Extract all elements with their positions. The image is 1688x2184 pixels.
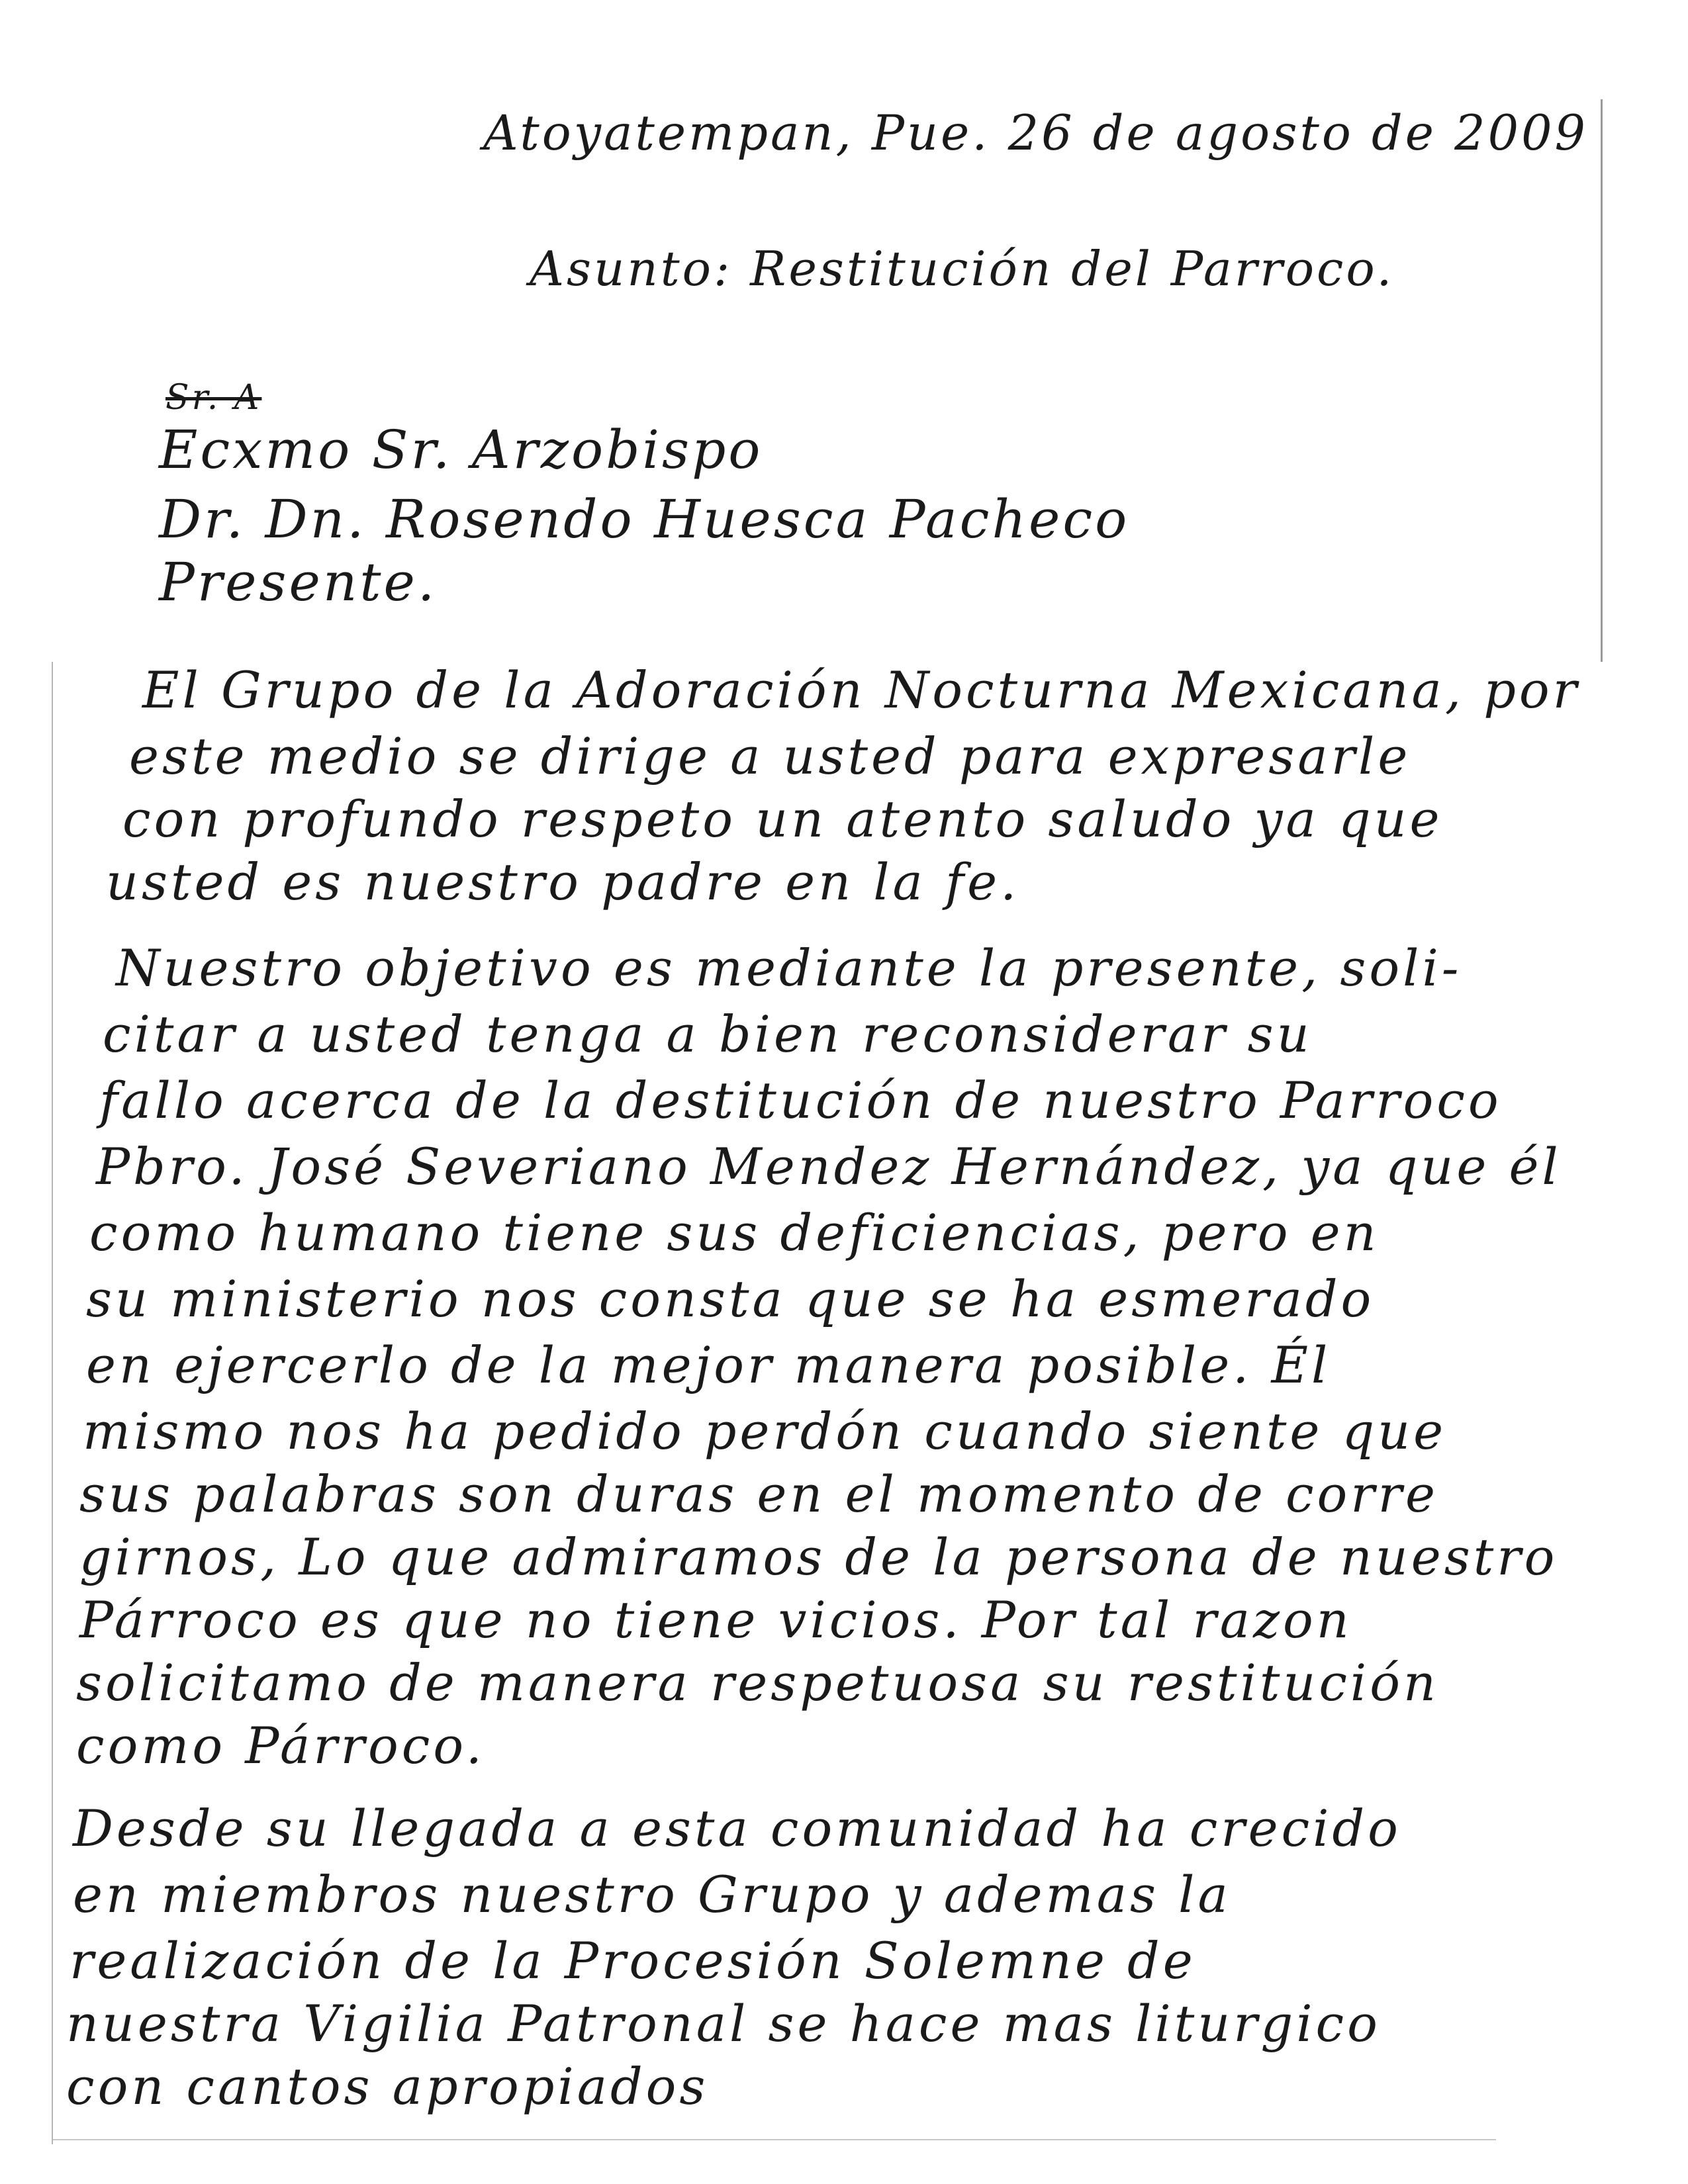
body-line: este medio se dirige a usted para expresarle [129,727,1411,786]
body-line: fallo acerca de la destitución de nuestro Parroco [99,1071,1502,1130]
body-line: Párroco es que no tiene vicios. Por tal razon [79,1590,1352,1649]
body-line: con cantos apropiados [66,2057,709,2116]
body-line: con profundo respeto un atento saludo ya que [122,790,1443,848]
body-line: usted es nuestro padre en la fe. [106,852,1020,911]
recipient-presente: Presente. [159,551,438,613]
body-line: Nuestro objetivo es mediante la presente, soli- [116,938,1462,997]
body-line: nuestra Vigilia Patronal se hace mas liturgico [66,1994,1381,2053]
body-line: solicitamo de manera respetuosa su restitución [76,1653,1439,1712]
body-line: realización de la Procesión Solemne de [70,1931,1196,1990]
letter-subject: Asunto: Restitución del Parroco. [530,241,1395,296]
scan-edge-top-right [1601,99,1603,662]
body-line: en ejercerlo de la mejor manera posible. Él [86,1336,1331,1394]
scan-edge-bottom [53,2139,1496,2140]
struck-salutation: Sr. A [165,378,262,418]
body-line: en miembros nuestro Grupo y ademas la [73,1865,1231,1924]
body-line: girnos, Lo que admiramos de la persona de nuestro [79,1527,1558,1586]
recipient-title: Ecxmo Sr. Arzobispo [159,419,763,480]
body-line: El Grupo de la Adoración Nocturna Mexicana, por [142,660,1580,719]
body-line: como humano tiene sus deficiencias, pero en [89,1203,1380,1262]
recipient-name: Dr. Dn. Rosendo Huesca Pacheco [159,488,1130,550]
body-line: mismo nos ha pedido perdón cuando siente que [83,1402,1447,1461]
body-line: su ministerio nos consta que se ha esmerado [86,1269,1375,1328]
body-line: como Párroco. [76,1716,485,1775]
body-line: Desde su llegada a esta comunidad ha crecido [73,1799,1401,1858]
body-line: citar a usted tenga a bien reconsiderar su [103,1005,1313,1064]
body-line: Pbro. José Severiano Mendez Hernández, ya que él [96,1137,1562,1196]
body-line: sus palabras son duras en el momento de corre [79,1465,1438,1524]
scan-edge-left [52,662,53,2144]
letter-date: Atoyatempan, Pue. 26 de agosto de 2009 [483,105,1588,161]
